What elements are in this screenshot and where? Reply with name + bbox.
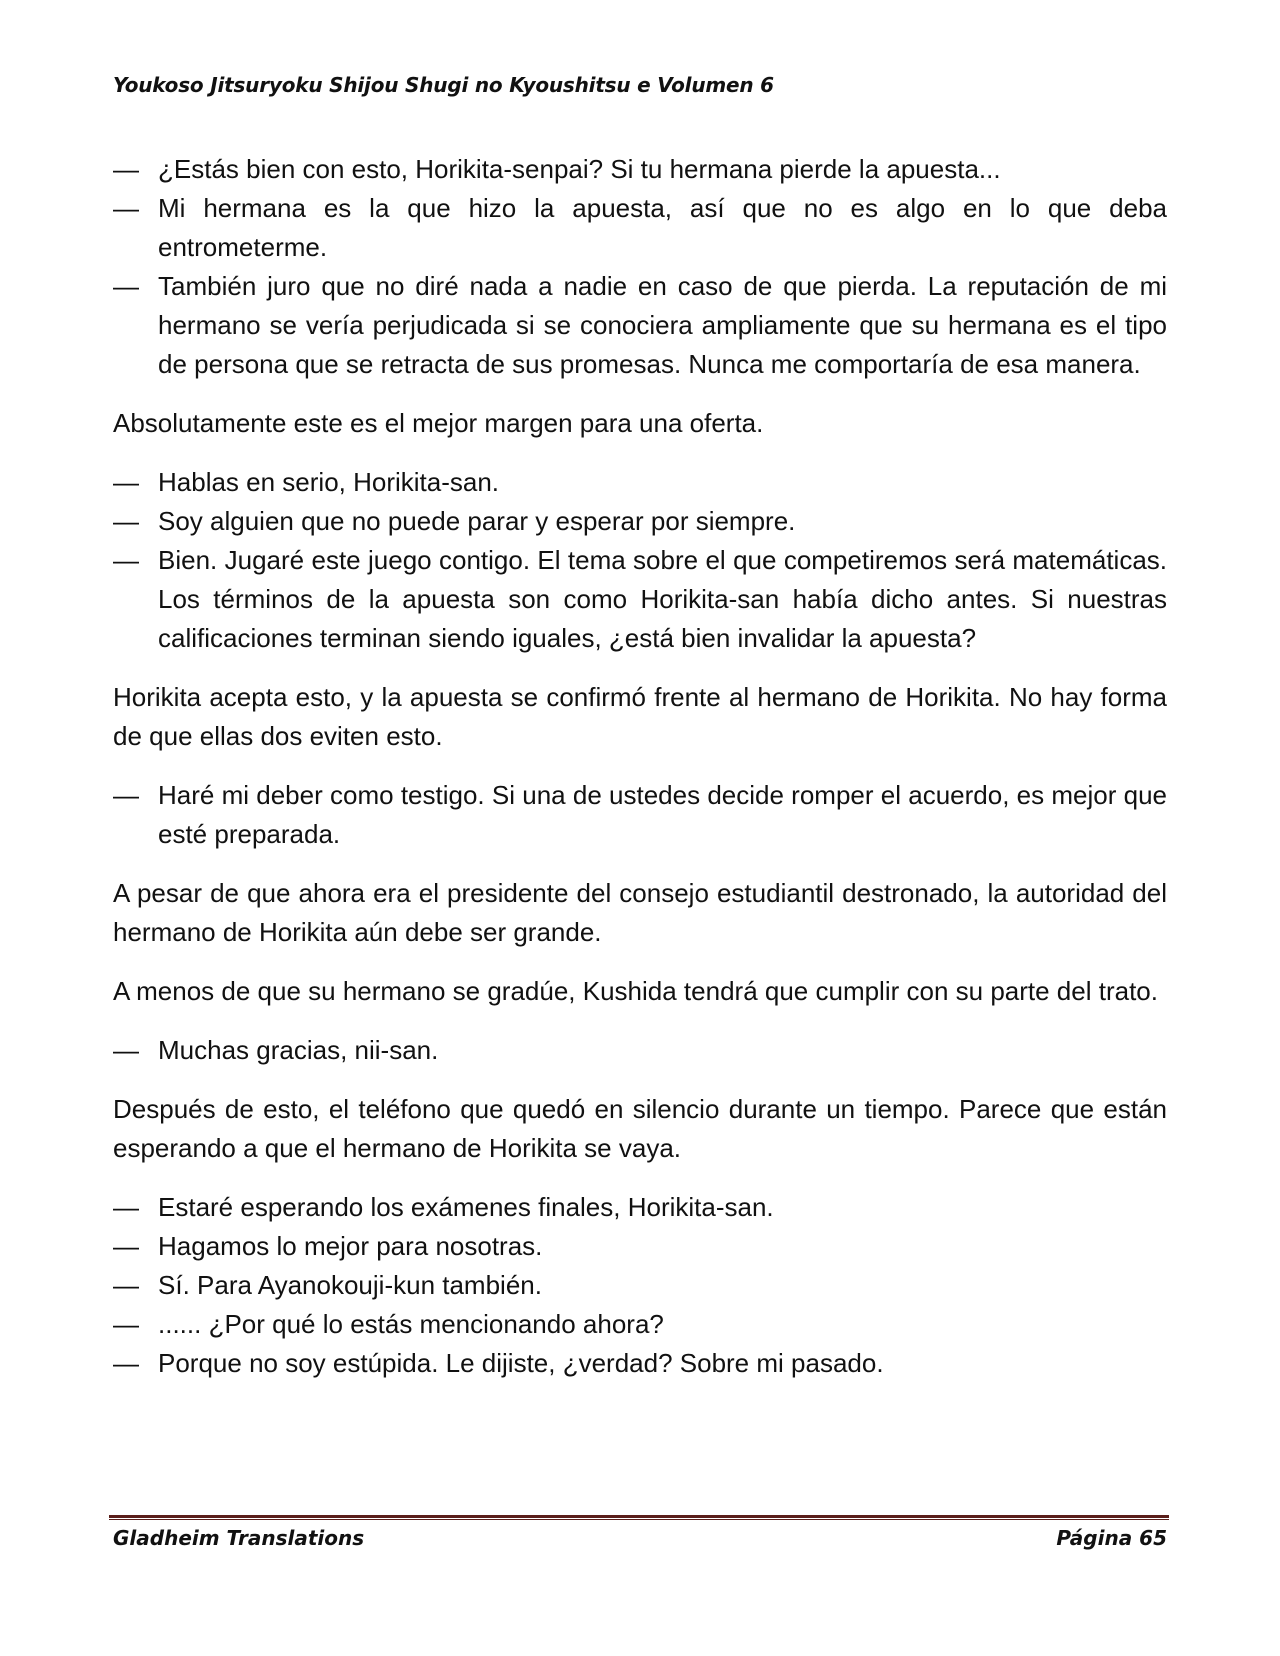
narration-paragraph: Horikita acepta esto, y la apuesta se confirmó frente al hermano de Horikita. No hay forma de que ellas dos eviten esto. [113, 682, 1167, 751]
dialog-line: — Muchas gracias, nii-san. [113, 1031, 1167, 1070]
dialog-dash: — [113, 506, 139, 536]
narration-paragraph: Absolutamente este es el mejor margen para una oferta. [113, 408, 764, 438]
dialog-dash: — [113, 467, 139, 497]
dialog-line: — Bien. Jugaré este juego contigo. El tema sobre el que competiremos será matemáticas. Los términos de la apuesta son como Horikita-san había dicho antes. Si nuestras calificaciones terminan siendo iguales, ¿está bien invalidar la apuesta? [113, 541, 1167, 658]
page-body [113, 150, 1167, 1403]
dialog-line: — Soy alguien que no puede parar y esperar por siempre. [113, 502, 1167, 541]
dialog-line: — Porque no soy estúpida. Le dijiste, ¿verdad? Sobre mi pasado. [113, 1344, 1167, 1383]
narration-paragraph: Después de esto, el teléfono que quedó en silencio durante un tiempo. Parece que están esperando a que el hermano de Horikita se vaya. [113, 1094, 1167, 1163]
footer-credit: Gladheim Translations [113, 1526, 365, 1550]
page-number: Página 65 [1056, 1526, 1167, 1550]
page-header-title: Youkoso Jitsuryoku Shijou Shugi no Kyoushitsu e Volumen 6 [113, 73, 774, 97]
dialog-dash: — [113, 193, 139, 223]
dialog-line: — ¿Estás bien con esto, Horikita-senpai? Si tu hermana pierde la apuesta... [113, 150, 1167, 189]
dialog-block [113, 1188, 1167, 1383]
dialog-line: — Haré mi deber como testigo. Si una de ustedes decide romper el acuerdo, es mejor que esté preparada. [113, 776, 1167, 854]
dialog-dash: — [113, 1270, 139, 1300]
dialog-dash: — [113, 154, 139, 184]
dialog-dash: — [113, 1231, 139, 1261]
dialog-line: — Hagamos lo mejor para nosotras. [113, 1227, 1167, 1266]
dialog-dash: — [113, 1309, 139, 1339]
narration-paragraph: A pesar de que ahora era el presidente del consejo estudiantil destronado, la autoridad del hermano de Horikita aún debe ser grande. [113, 878, 1167, 947]
dialog-block [113, 776, 1167, 854]
dialog-dash: — [113, 1192, 139, 1222]
dialog-line: — Estaré esperando los exámenes finales, Horikita-san. [113, 1188, 1167, 1227]
dialog-dash: — [113, 1035, 139, 1065]
narration-paragraph: A menos de que su hermano se gradúe, Kushida tendrá que cumplir con su parte del trato. [113, 976, 1158, 1006]
dialog-dash: — [113, 545, 139, 575]
dialog-block [113, 463, 1167, 658]
dialog-line: — Hablas en serio, Horikita-san. [113, 463, 1167, 502]
dialog-block [113, 150, 1167, 384]
dialog-dash: — [113, 1348, 139, 1378]
dialog-block [113, 1031, 1167, 1070]
dialog-dash: — [113, 780, 139, 810]
dialog-line: — También juro que no diré nada a nadie en caso de que pierda. La reputación de mi hermano se vería perjudicada si se conociera ampliamente que su hermana es el tipo de persona que se retracta de sus promesas. Nunca me comportaría de esa manera. [113, 267, 1167, 384]
footer-divider [109, 1515, 1169, 1520]
dialog-line: — ...... ¿Por qué lo estás mencionando ahora? [113, 1305, 1167, 1344]
dialog-line: — Mi hermana es la que hizo la apuesta, así que no es algo en lo que deba entrometerme. [113, 189, 1167, 267]
dialog-line: — Sí. Para Ayanokouji-kun también. [113, 1266, 1167, 1305]
dialog-dash: — [113, 271, 139, 301]
